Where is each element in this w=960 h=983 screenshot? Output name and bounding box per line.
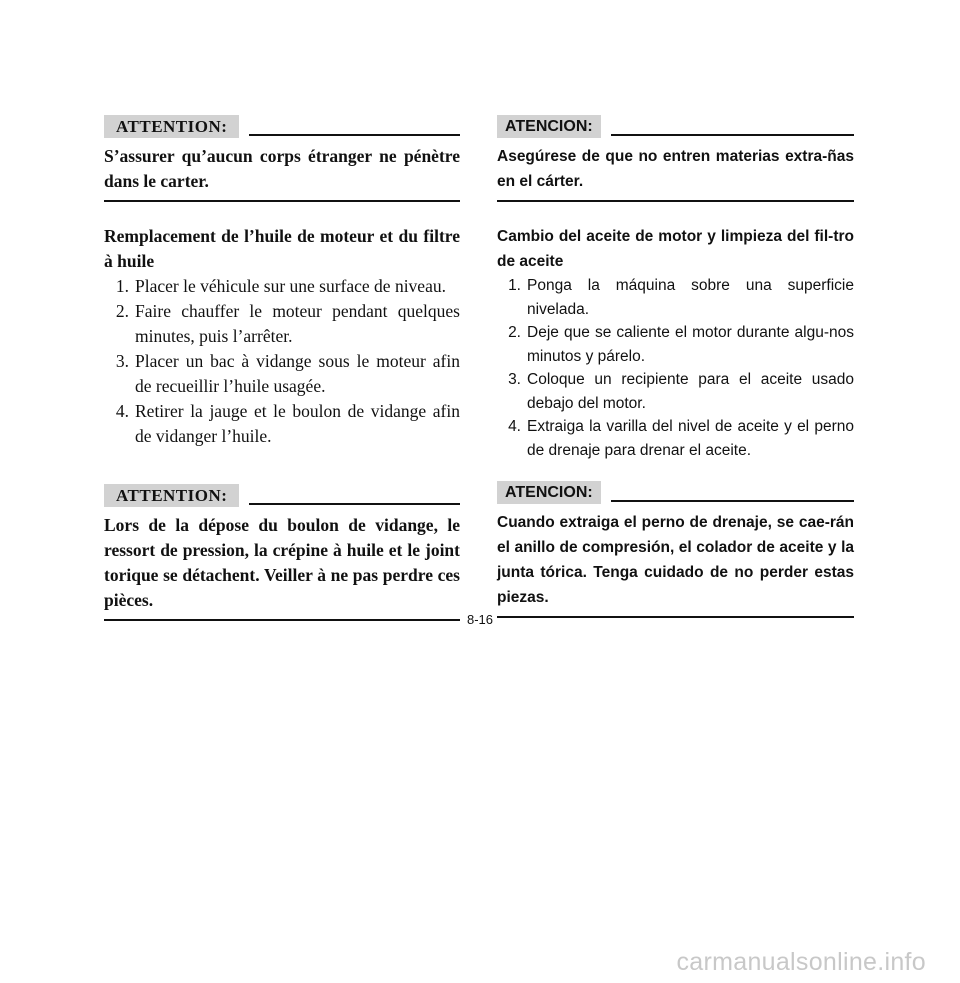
step-list xyxy=(104,274,460,449)
step-number: 2. xyxy=(508,324,521,341)
caution-text: Cuando extraiga el perno de drenaje, se cae-rán el anillo de compresión, el colador de aceite y la junta tórica. Tenga cuidado de no perder estas piezas. xyxy=(497,510,854,618)
caution-label: ATTENTION: xyxy=(104,484,239,507)
spanish-column xyxy=(497,112,854,618)
caution-label: ATENCION: xyxy=(497,115,601,138)
caution-text: Lors de la dépose du boulon de vidange, le ressort de pression, la crépine à huile et le joint torique se détachent. Veiller à ne pas perdre ces pièces. xyxy=(104,513,460,621)
step-list xyxy=(497,274,854,462)
caution-header xyxy=(104,481,460,507)
list-item xyxy=(104,274,460,299)
list-item xyxy=(497,274,854,321)
caution-text: Asegúrese de que no entren materias extra-ñas en el cárter. xyxy=(497,144,854,202)
step-number: 2. xyxy=(115,301,129,321)
step-text: Deje que se caliente el motor durante algu-nos minutos y párelo. xyxy=(527,324,854,365)
step-text: Retirer la jauge et le boulon de vidange afin de vidanger l’huile. xyxy=(135,401,460,446)
section-title: Cambio del aceite de motor y limpieza del fil-tro de aceite xyxy=(497,228,854,270)
caution-rule xyxy=(611,500,854,502)
caution-label: ATENCION: xyxy=(497,481,601,504)
step-number: 4. xyxy=(115,401,129,421)
caution-rule xyxy=(249,134,460,136)
step-number: 3. xyxy=(508,371,521,388)
list-item xyxy=(497,321,854,368)
caution-label: ATTENTION: xyxy=(104,115,239,138)
caution-text: S’assurer qu’aucun corps étranger ne pénètre dans le carter. xyxy=(104,144,460,202)
step-number: 1. xyxy=(508,277,521,294)
step-number: 1. xyxy=(115,276,129,296)
step-text: Placer un bac à vidange sous le moteur afin de recueillir l’huile usagée. xyxy=(135,351,460,396)
watermark: carmanualsonline.info xyxy=(676,948,926,976)
list-item xyxy=(104,299,460,349)
list-item xyxy=(497,368,854,415)
section-title: Remplacement de l’huile de moteur et du filtre à huile xyxy=(104,226,460,271)
step-text: Placer le véhicule sur une surface de niveau. xyxy=(135,276,446,296)
caution-header xyxy=(497,112,854,138)
step-text: Faire chauffer le moteur pendant quelques minutes, puis l’arrêter. xyxy=(135,301,460,346)
list-item xyxy=(104,399,460,449)
french-column xyxy=(104,112,460,621)
caution-rule xyxy=(249,503,460,505)
list-item xyxy=(497,415,854,462)
step-text: Ponga la máquina sobre una superficie nivelada. xyxy=(527,277,854,318)
step-text: Coloque un recipiente para el aceite usado debajo del motor. xyxy=(527,371,854,412)
list-item xyxy=(104,349,460,399)
step-text: Extraiga la varilla del nivel de aceite y el perno de drenaje para drenar el aceite. xyxy=(527,418,854,459)
caution-rule xyxy=(611,134,854,136)
page-number: 8-16 xyxy=(466,612,494,627)
caution-header xyxy=(104,112,460,138)
step-number: 4. xyxy=(508,418,521,435)
caution-header xyxy=(497,478,854,504)
step-number: 3. xyxy=(115,351,129,371)
